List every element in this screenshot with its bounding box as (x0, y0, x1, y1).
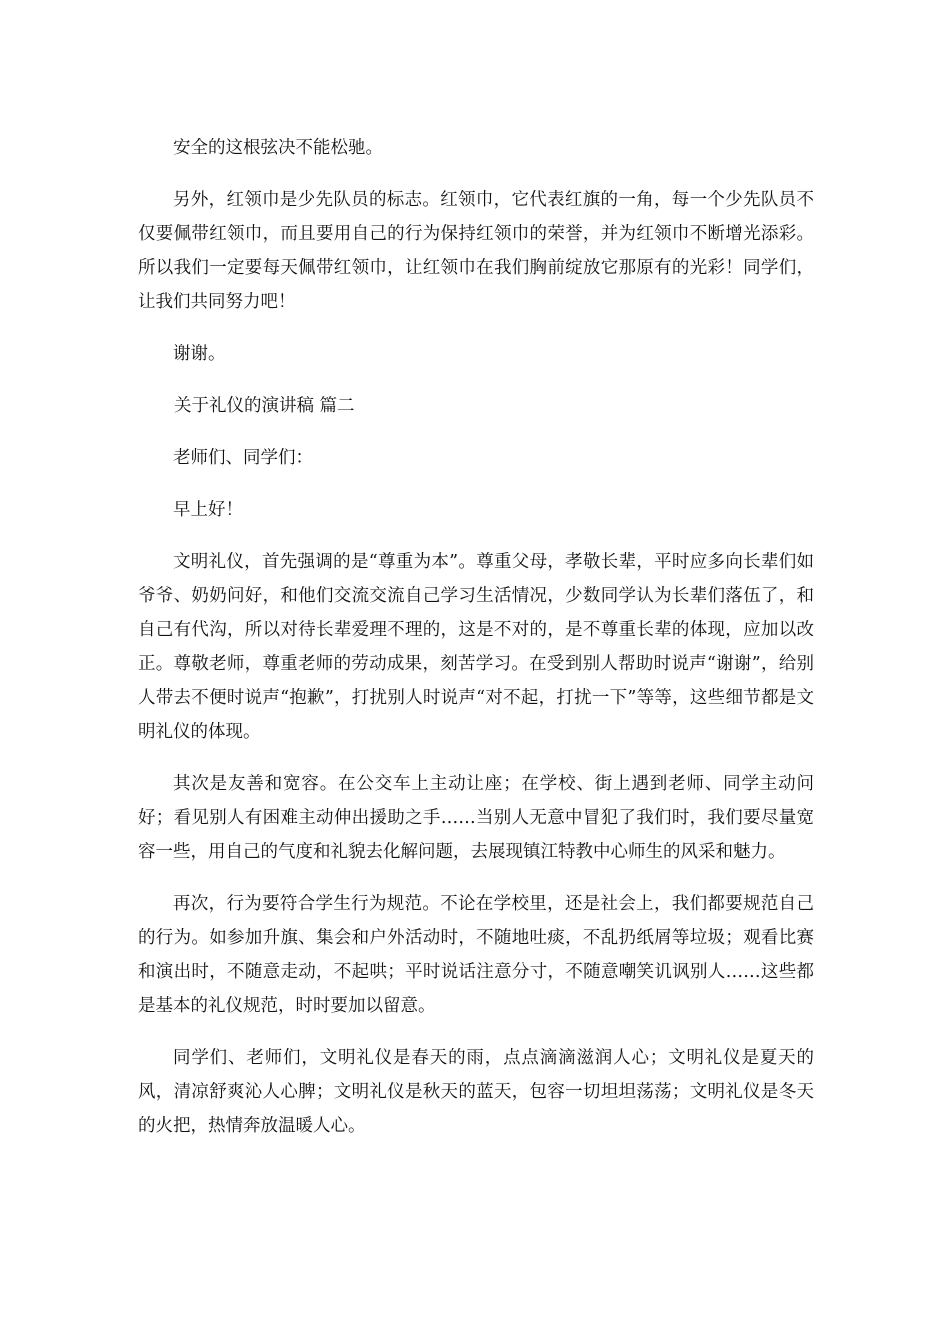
paragraph-good-morning: 早上好！ (173, 500, 243, 520)
paragraph-safety: 安全的这根弦决不能松驰。 (173, 138, 383, 158)
paragraph-behavior: 再次，行为要符合学生行为规范。不论在学校里，还是社会上，我们都要规范自己的行为。如参加升旗、集会和户外活动时，不随地吐痰，不乱扔纸屑等垃圾；观看比赛和演出时，不随意走动，不起哄；平时说话注意分寸，不随意嘲笑讥讽别人……这些都是基本的礼仪规范，时时要加以留意。 (138, 894, 814, 1016)
section-heading: 关于礼仪的演讲稿 篇二 (174, 396, 355, 416)
paragraph-kindness: 其次是友善和宽容。在公交车上主动让座；在学校、街上遇到老师、同学主动问好；看见别人有困难主动伸出援助之手……当别人无意中冒犯了我们时，我们要尽量宽容一些，用自己的气度和礼貌去化解问题，去展现镇江特教中心师生的风采和魅力。 (138, 774, 814, 862)
paragraph-conclusion: 同学们、老师们，文明礼仪是春天的雨，点点滴滴滋润人心；文明礼仪是夏天的风，清凉舒爽沁人心脾；文明礼仪是秋天的蓝天，包容一切坦坦荡荡；文明礼仪是冬天的火把，热情奔放温暖人心。 (138, 1048, 814, 1136)
paragraph-respect: 文明礼仪，首先强调的是“尊重为本”。尊重父母，孝敬长辈，平时应多向长辈们如爷爷、奶奶问好，和他们交流交流自己学习生活情况，少数同学认为长辈们落伍了，和自己有代沟，所以对待长辈爱理不理的，这是不对的，是不尊重长辈的体现，应加以改正。尊敬老师，尊重老师的劳动成果，刻苦学习。在受到别人帮助时说声“谢谢”，给别人带去不便时说声“抱歉”，打扰别人时说声“对不起，打扰一下”等等，这些细节都是文明礼仪的体现。 (138, 552, 814, 742)
paragraph-red-scarf: 另外，红领巾是少先队员的标志。红领巾，它代表红旗的一角，每一个少先队员不仅要佩带红领巾，而且要用自己的行为保持红领巾的荣誉，并为红领巾不断增光添彩。所以我们一定要每天佩带红领巾，让红领巾在我们胸前绽放它那原有的光彩！同学们，让我们共同努力吧！ (138, 190, 814, 312)
paragraph-thanks: 谢谢。 (173, 344, 226, 364)
paragraph-greeting-audience: 老师们、同学们： (173, 448, 313, 468)
document-body (138, 131, 814, 1161)
